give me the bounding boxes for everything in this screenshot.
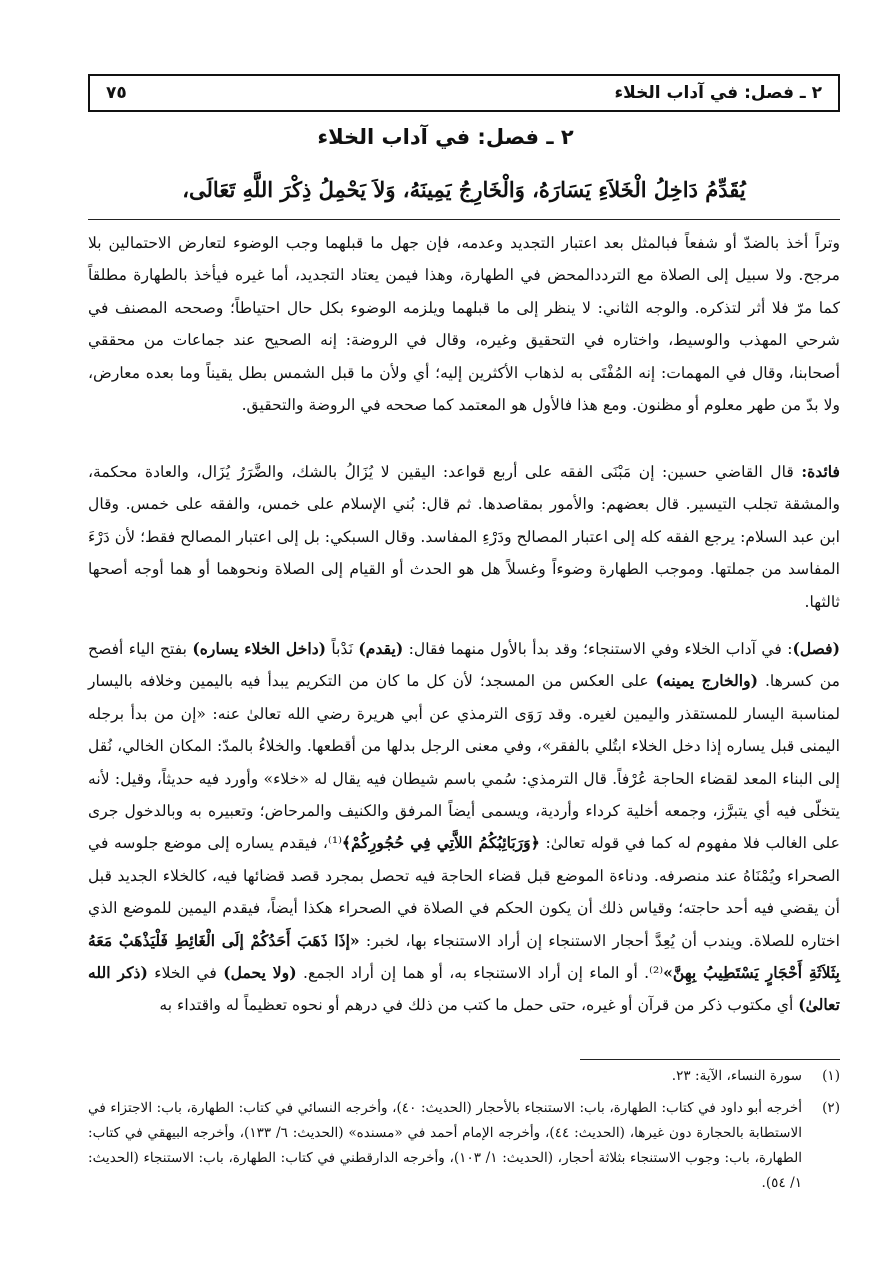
chapter-text: في الخلاء xyxy=(147,964,224,983)
page-number: ٧٥ xyxy=(106,83,127,103)
chapter-text: على العكس من المسجد؛ لأن كل ما كان من التكريم يبدأ فيه باليمين وخلافه باليسار لمناسبة اليسار للمستقذر واليمين لغيره. وقد رَوَى الترمذي عن أبي هريرة رضي الله تعالىٰ عنه: «إن من بدأ برجله اليمنى قبل يساره إذا دخل الخلاء ابتُلي بالفقر»، وفي معنى الرجل بدلها من أقطعها. والخلاءُ بالمدّ: المكان الخالي، نُقل إلى البناء المعد لقضاء الحاجة عُرْفاً. قال الترمذي: سُمي باسم شيطان فيه يقال له «خلاء» وأورد فيه حديثاً، وقيل: لأنه يتخلّى فيه أي يتبرَّز، وجمعه أخلية كرداء وأردية، ويسمى أيضاً المرفق والكنيف والمرحاض؛ وتعبيره به وبالدخول جرى على الغالب فلا مفهوم له كما في قوله تعالىٰ: xyxy=(88,672,840,853)
quran-verse: ﴿وَرَبَائِبُكُمُ اللاَّتِي فِي حُجُورِكُمْ﴾ xyxy=(341,833,540,853)
chapter-text: : في آداب الخلاء وفي الاستنجاء؛ وقد بدأ بالأول منهما فقال: xyxy=(403,640,793,658)
footnote-item xyxy=(88,1064,840,1089)
matn-divider xyxy=(88,219,840,220)
commentary-paragraph-1: وتراً أخذ بالضدّ أو شفعاً فبالمثل بعد اعتبار التجديد وعدمه، فإن جهل ما قبلهما وجب الوضوء لتعارض الاحتمالين بلا مرجح. ولا سبيل إلى الصلاة مع الترددالمحض في الطهارة، وهذا فيمن يعتاد التجديد، أما غيره فيأخذ بالطهارة مطلقاً كما مرّ فلا أثر لتذكره. والوجه الثاني: لا ينظر إلى ما قبلهما ويلزمه الوضوء بكل حال احتياطاً؛ وصححه المصنف في شرحي المهذب والوسيط، واختاره في التحقيق وغيره، وقال في الروضة: إنه الصحيح عند جماعات من محققي أصحابنا، وقال في المهمات: إنه المُفْتَى به لذهاب الأكثرين إليه؛ أي ولأن ما قبل الشمس بطل يقيناً وما بعده معارض، ولا بدّ من طهر معلوم أو مظنون. ومع هذا فالأول هو المعتمد كما صححه في الروضة والتحقيق. xyxy=(88,234,840,415)
footnote-text: أخرجه أبو داود في كتاب: الطهارة، باب: الاستنجاء بالأحجار (الحديث: ٤٠)، وأخرجه النسائي في كتاب: الطهارة، باب: الاجتزاء في الاستطابة بالحجارة دون غيرها، (الحديث: ٤٤)، وأخرجه الإمام أحمد في «مسنده» (الحديث: ٦/ ١٣٣)، وأخرجه البيهقي في كتاب: الطهارة، باب: وجوب الاستنجاء بثلاثة أحجار، (الحديث: ١/ ١٠٣)، وأخرجه الدارقطني في كتاب: الطهارة، باب: الاستنجاء (الحديث: ١/ ٥٤). xyxy=(88,1100,802,1191)
matn-text: يُقَدِّمُ دَاخِلُ الْخَلاَءِ يَسَارَهُ، وَالْخَارِجُ يَمِينَهُ، وَلاَ يَحْمِلُ ذِكْرَ اللَّهِ تَعَالَى، xyxy=(182,177,746,202)
chapter-text: بفتح الياء أفصح من كسرها. xyxy=(88,640,840,691)
chapter-text: . أو الماء إن أراد الاستنجاء به، أو هما إن أراد الجمع. xyxy=(296,964,650,983)
footnote-number: (٢) xyxy=(822,1100,840,1116)
running-header-title: ٢ ـ فصل: في آداب الخلاء xyxy=(614,83,822,103)
section-title: ٢ ـ فصل: في آداب الخلاء xyxy=(317,125,574,149)
chapter-text: نَدْباً xyxy=(326,640,359,658)
footnotes xyxy=(88,1064,840,1196)
benefit-text: قال القاضي حسين: إن مَبْنَى الفقه على أربع قواعد: اليقين لا يُزَالُ بالشك، والضَّرَرُ يُزَال، والعادة محكمة، والمشقة تجلب التيسير. قال بعضهم: والأمور بمقاصدها. ثم قال: بُني الإسلام على خمس، والفقه على خمس. وقال ابن عبد السلام: يرجع الفقه كله إلى اعتبار المصالح ودَرْءِ المفاسد. وقال السبكي: بل إلى اعتبار المصالح فقط؛ لأن دَرْءَ المفاسد من جملتها. وموجب الطهارة وضوءاً وغسلاً هل هو الحدث أو القيام إلى الصلاة ونحوهما أو هما أوجه أصحها ثالثها. xyxy=(88,463,840,611)
chapter-label: (فصل) xyxy=(792,639,840,658)
matn-quote: (والخارج يمينه) xyxy=(655,671,758,691)
hadith-quote: «إذَا ذَهَبَ أَحَدُكُمْ إلَى الْغَائِطِ فَلْيَذْهَبْ مَعَهُ بِثَلاَثَةِ أَحْجَارٍ يَسْتَطِيبُ بِهِنَّ» xyxy=(88,930,840,983)
running-header xyxy=(88,74,840,112)
footnote-ref: ⁽¹⁾ xyxy=(327,834,342,853)
footnote-item xyxy=(88,1096,840,1196)
chapter-text: أي مكتوب ذكر من قرآن أو غيره، حتى حمل ما كتب من ذلك في درهم أو نحوه تعظيماً له واقتداء به xyxy=(159,996,799,1015)
footnote-divider xyxy=(580,1059,840,1060)
footnote-text: سورة النساء، الآية: ٢٣. xyxy=(671,1068,802,1084)
matn-quote: (ولا يحمل) xyxy=(223,963,297,983)
benefit-label: فائدة: xyxy=(801,462,840,481)
matn-quote: (ذكر الله تعالىٰ) xyxy=(88,963,840,1015)
matn-quote: (داخل الخلاء يساره) xyxy=(192,639,327,658)
matn-quote: (يقدم) xyxy=(358,639,404,658)
footnote-number: (١) xyxy=(822,1068,840,1084)
chapter-paragraph xyxy=(88,633,840,1022)
chapter-text: ، فيقدم يساره إلى موضع جلوسه في الصحراء ويُمْنَاهُ عند منصرفه. ودناءة الموضع قبل قضاء الحاجة فيه تحصل بمجرد قصد قضائها فيه، كالخلاء الجديد قبل أن يقضي فيه أحد حاجته؛ وقياس ذلك أن يكون الحكم في الصلاة في الصحراء هكذا أيضاً، فيقدم اليمين للموضع الذي اختاره للصلاة. ويندب أن يُعِدَّ أحجار الاستنجاء إن أراد الاستنجاء بها، لخبر: xyxy=(88,834,840,950)
benefit-paragraph xyxy=(88,456,840,618)
footnote-ref: ⁽²⁾ xyxy=(649,964,664,983)
